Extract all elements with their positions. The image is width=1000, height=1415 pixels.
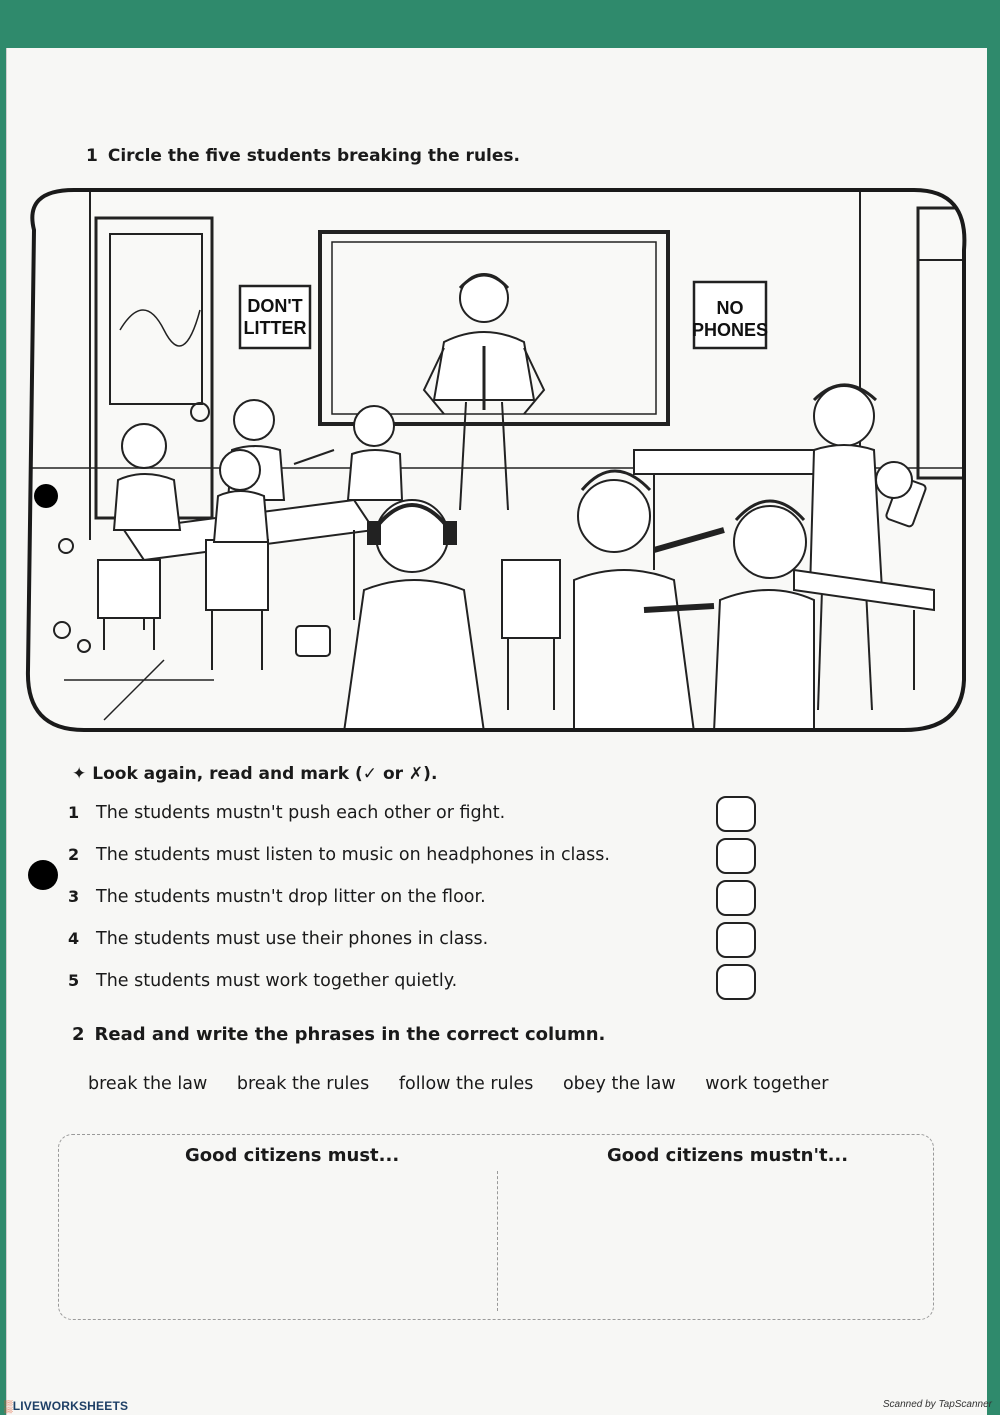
- statement-text: The students must listen to music on headphones in class.: [96, 845, 610, 865]
- star-icon: ✦: [72, 764, 87, 784]
- statement-5: [68, 971, 708, 991]
- sign-no-phones-line2: PHONES: [691, 320, 769, 340]
- answer-box-5[interactable]: [716, 964, 756, 1000]
- sign-no-phones-line1: NO: [716, 298, 744, 318]
- phrase-item: work together: [705, 1074, 829, 1094]
- phrase-bank: [88, 1074, 853, 1094]
- exercise-2-title: [72, 1024, 605, 1045]
- hole-punch-dot: [34, 484, 58, 508]
- statement-text: The students mustn't push each other or fight.: [96, 803, 506, 823]
- exercise-2-number: 2: [72, 1024, 85, 1045]
- answer-box-3[interactable]: [716, 880, 756, 916]
- answer-area-mustnt[interactable]: [505, 1179, 923, 1309]
- statement-number: 4: [68, 929, 80, 948]
- statement-4: [68, 929, 708, 949]
- scanner-credit: Scanned by TapScanner: [882, 1399, 992, 1410]
- answer-box-2[interactable]: [716, 838, 756, 874]
- statement-number: 2: [68, 845, 80, 864]
- statement-text: The students must use their phones in class.: [96, 929, 489, 949]
- exercise-1-instruction: Circle the five students breaking the rules.: [107, 146, 520, 166]
- column-head-mustnt: Good citizens mustn't...: [607, 1145, 849, 1166]
- phrase-item: obey the law: [562, 1074, 676, 1094]
- column-divider: [497, 1171, 498, 1311]
- phrase-item: break the law: [88, 1074, 208, 1094]
- exercise-1-number: 1: [86, 146, 98, 166]
- answer-box-4[interactable]: [716, 922, 756, 958]
- statement-1: [68, 803, 708, 823]
- statement-2: [68, 845, 708, 865]
- statement-number: 1: [68, 803, 80, 822]
- exercise-2-instruction: Read and write the phrases in the correct column.: [94, 1024, 606, 1045]
- statement-number: 5: [68, 971, 80, 990]
- liveworksheets-logo: [4, 1399, 128, 1413]
- logo-mark: ▒: [4, 1399, 13, 1413]
- statement-text: The students mustn't drop litter on the floor.: [96, 887, 486, 907]
- answer-table: [58, 1134, 934, 1320]
- sign-dont-litter-line1: DON'T: [247, 296, 303, 316]
- phrase-item: break the rules: [236, 1074, 370, 1094]
- statement-3: [68, 887, 708, 907]
- answer-area-must[interactable]: [69, 1179, 487, 1309]
- exercise-1b-instruction: Look again, read and mark (✓ or ✗).: [92, 764, 438, 784]
- exercise-1b-title: [72, 764, 437, 784]
- answer-box-1[interactable]: [716, 796, 756, 832]
- classroom-illustration[interactable]: [14, 150, 972, 732]
- logo-text: LIVEWORKSHEETS: [12, 1399, 129, 1413]
- phrase-item: follow the rules: [398, 1074, 534, 1094]
- statement-number: 3: [68, 887, 80, 906]
- column-head-must: Good citizens must...: [185, 1145, 400, 1166]
- sign-dont-litter-line2: LITTER: [243, 318, 307, 338]
- hole-punch-dot: [28, 860, 58, 890]
- statement-text: The students must work together quietly.: [96, 971, 458, 991]
